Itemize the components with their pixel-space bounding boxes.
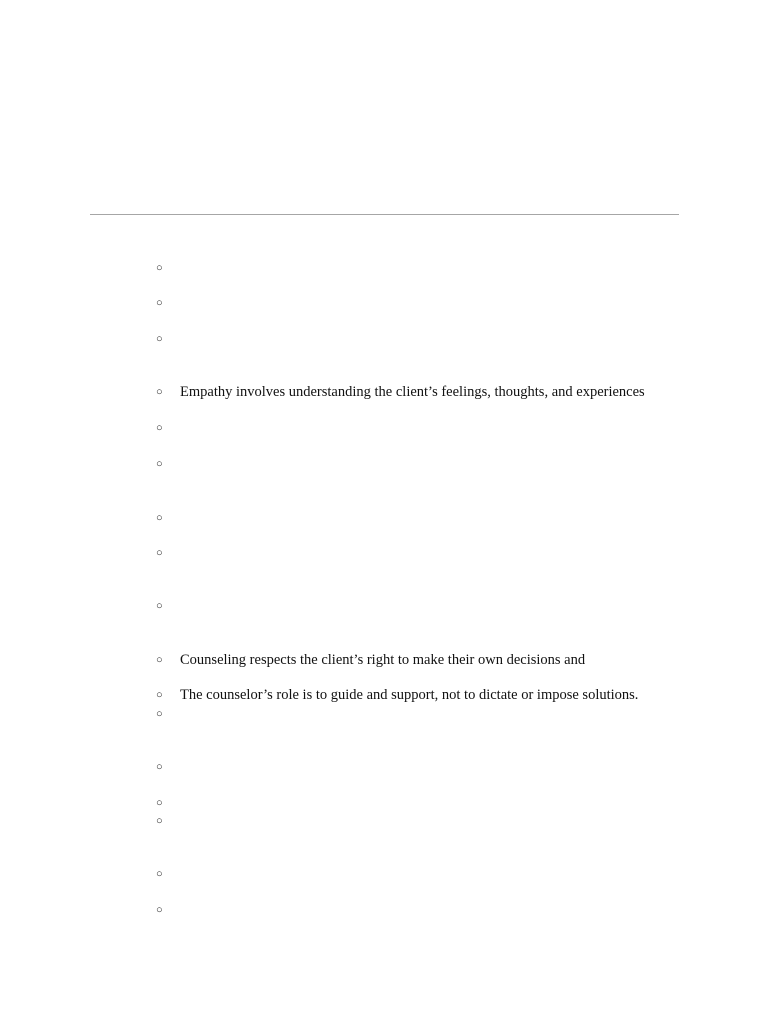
circle-bullet-icon: ○ (156, 904, 163, 916)
circle-bullet-icon: ○ (156, 815, 163, 827)
circle-bullet-icon: ○ (156, 512, 163, 524)
list-item-text: Counseling respects the client’s right to make their own decisions and (180, 652, 586, 668)
list-item (156, 596, 180, 616)
list-item (156, 258, 180, 278)
list-item (156, 543, 180, 563)
list-item (156, 650, 585, 670)
list-item (156, 793, 180, 813)
circle-bullet-icon: ○ (156, 654, 163, 666)
horizontal-divider (90, 214, 679, 215)
circle-bullet-icon: ○ (156, 297, 163, 309)
list-item (156, 418, 180, 438)
circle-bullet-icon: ○ (156, 708, 163, 720)
circle-bullet-icon: ○ (156, 386, 163, 398)
list-item (156, 508, 180, 528)
list-item (156, 685, 638, 705)
list-item (156, 293, 180, 313)
circle-bullet-icon: ○ (156, 600, 163, 612)
circle-bullet-icon: ○ (156, 868, 163, 880)
circle-bullet-icon: ○ (156, 689, 163, 701)
circle-bullet-icon: ○ (156, 333, 163, 345)
list-item-text: Empathy involves understanding the client’s feelings, thoughts, and experiences (180, 384, 645, 400)
circle-bullet-icon: ○ (156, 262, 163, 274)
circle-bullet-icon: ○ (156, 761, 163, 773)
list-item-text: The counselor’s role is to guide and support, not to dictate or impose solutions. (180, 687, 639, 703)
circle-bullet-icon: ○ (156, 547, 163, 559)
list-item (156, 811, 180, 831)
list-item (156, 454, 180, 474)
circle-bullet-icon: ○ (156, 797, 163, 809)
list-item (156, 704, 180, 724)
list-item (156, 329, 180, 349)
list-item (156, 382, 645, 402)
circle-bullet-icon: ○ (156, 422, 163, 434)
list-item (156, 864, 180, 884)
list-item (156, 757, 180, 777)
list-item (156, 900, 180, 920)
circle-bullet-icon: ○ (156, 458, 163, 470)
